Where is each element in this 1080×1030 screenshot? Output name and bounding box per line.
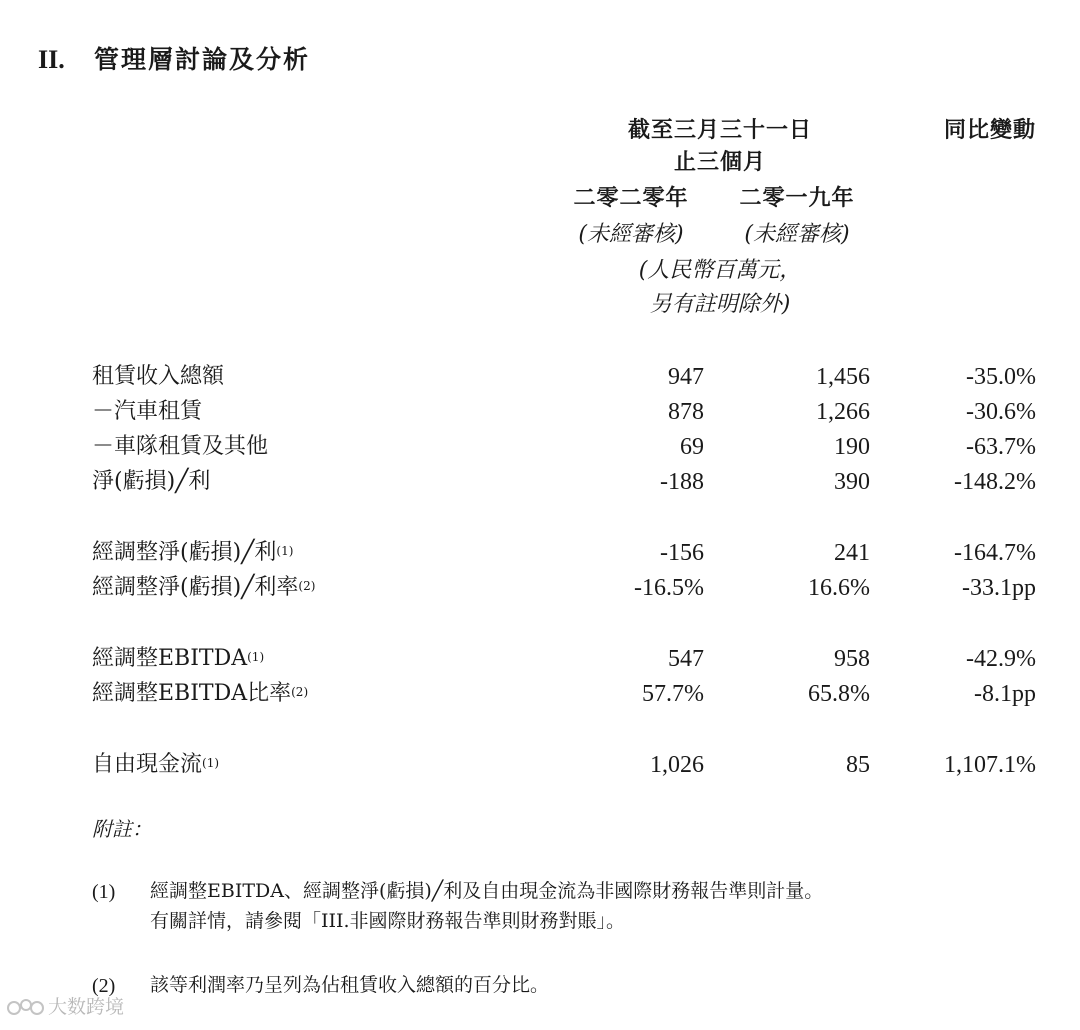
cell-change-net-loss-profit: -148.2% xyxy=(954,469,1036,495)
cell-2020-adjusted-net-loss-profit: -156 xyxy=(660,540,704,566)
cell-2019-adjusted-ebitda-margin: 65.8% xyxy=(808,681,870,707)
row-label-adjusted-ebitda: 經調整EBITDA$^{(1)}$ xyxy=(92,646,265,671)
footnote-marker: (1) xyxy=(276,544,294,558)
row-label-adjusted-net-margin: 經調整淨(虧損)╱利率$^{(2)}$ xyxy=(92,575,316,600)
note-2-line1: 該等利潤率乃呈列為佔租賃收入總額的百分比。 xyxy=(150,974,550,996)
watermark xyxy=(6,994,124,1020)
cell-2019-fleet-rental: 190 xyxy=(834,434,870,460)
cell-change-adjusted-net-margin: -33.1pp xyxy=(962,575,1036,601)
cell-2020-car-rental: 878 xyxy=(668,399,704,425)
footnote-marker: (1) xyxy=(202,756,220,770)
row-label-free-cash-flow: 自由現金流$^{(1)}$ xyxy=(92,752,220,777)
notes-heading: 附註： xyxy=(92,817,152,841)
row-label-total-rental-revenue: 租賃收入總額 xyxy=(92,364,225,389)
cell-2020-adjusted-ebitda-margin: 57.7% xyxy=(642,681,704,707)
row-label-fleet-rental: －車隊租賃及其他 xyxy=(92,434,269,459)
period-header-line2: 止三個月 xyxy=(673,150,766,175)
row-label-car-rental: －汽車租賃 xyxy=(92,399,203,424)
cell-2019-car-rental: 1,266 xyxy=(816,399,870,425)
row-label-net-loss-profit: 淨(虧損)╱利 xyxy=(92,469,211,494)
cell-change-adjusted-net-loss-profit: -164.7% xyxy=(954,540,1036,566)
cell-change-fleet-rental: -63.7% xyxy=(966,434,1036,460)
cell-change-car-rental: -30.6% xyxy=(966,399,1036,425)
note-2-number: (2) xyxy=(92,975,116,997)
cell-2020-fleet-rental: 69 xyxy=(680,434,704,460)
cell-2020-free-cash-flow: 1,026 xyxy=(650,752,704,778)
row-label-adjusted-net-loss-profit: 經調整淨(虧損)╱利$^{(1)}$ xyxy=(92,540,294,565)
row-label-adjusted-ebitda-margin: 經調整EBITDA比率$^{(2)}$ xyxy=(92,681,309,706)
unaudited-2019: (未經審核) xyxy=(744,222,850,247)
year-2020-header: 二零二零年 xyxy=(573,186,689,211)
section-number: II. xyxy=(38,45,65,74)
footnote-marker: (1) xyxy=(247,650,265,664)
note-1-line2: 有關詳情，請參閱「III.非國際財務報告準則財務對賬」。 xyxy=(150,910,626,932)
unit-note-line2: 另有註明除外) xyxy=(649,292,791,317)
cell-change-total-rental-revenue: -35.0% xyxy=(966,364,1036,390)
cell-2020-total-rental-revenue: 947 xyxy=(668,364,704,390)
period-header-line1: 截至三月三十一日 xyxy=(627,118,812,143)
watermark-logo-icon xyxy=(6,996,46,1018)
footnote-marker: (2) xyxy=(291,685,309,699)
cell-2019-adjusted-net-loss-profit: 241 xyxy=(834,540,870,566)
cell-2019-total-rental-revenue: 1,456 xyxy=(816,364,870,390)
note-1-number: (1) xyxy=(92,881,116,903)
watermark-text: 大数跨境 xyxy=(48,996,125,1018)
cell-2019-net-loss-profit: 390 xyxy=(834,469,870,495)
cell-change-adjusted-ebitda: -42.9% xyxy=(966,646,1036,672)
cell-2019-free-cash-flow: 85 xyxy=(846,752,870,778)
footnote-marker: (2) xyxy=(298,579,316,593)
yoy-change-header: 同比變動 xyxy=(943,118,1036,143)
cell-2019-adjusted-net-margin: 16.6% xyxy=(808,575,870,601)
cell-2020-adjusted-ebitda: 547 xyxy=(668,646,704,672)
cell-2019-adjusted-ebitda: 958 xyxy=(834,646,870,672)
cell-2020-adjusted-net-margin: -16.5% xyxy=(634,575,704,601)
section-title: 管理層討論及分析 xyxy=(94,45,311,74)
unit-note-line1: (人民幣百萬元， xyxy=(638,258,802,283)
cell-2020-net-loss-profit: -188 xyxy=(660,469,704,495)
unaudited-2020: (未經審核) xyxy=(578,222,684,247)
note-1-line1: 經調整EBITDA、經調整淨(虧損)╱利及自由現金流為非國際財務報告準則計量。 xyxy=(150,880,824,902)
year-2019-header: 二零一九年 xyxy=(739,186,855,211)
cell-change-adjusted-ebitda-margin: -8.1pp xyxy=(974,681,1036,707)
cell-change-free-cash-flow: 1,107.1% xyxy=(944,752,1036,778)
